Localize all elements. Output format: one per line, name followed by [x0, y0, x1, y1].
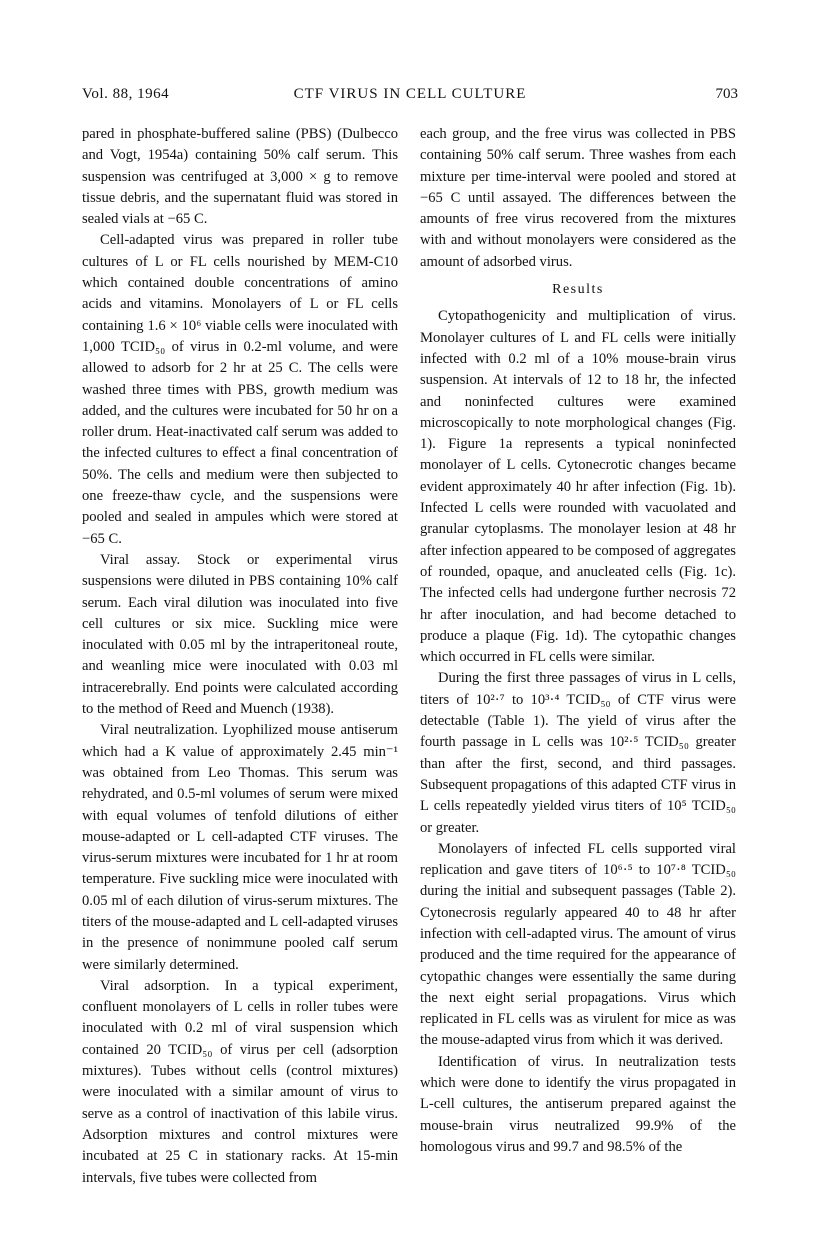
- paragraph: Identification of virus. In neutralization tests which were done to identify the virus propagated in L-cell cultures, the antiserum prepared against the mouse-brain virus neutralized 99.9% of the homologous virus and 99.7 and 98.5% of the: [420, 1053, 736, 1155]
- left-column: [82, 124, 398, 1189]
- paragraph: Viral neutralization. Lyophilized mouse antiserum which had a K value of approximately 2.45 min⁻¹ was obtained from Leo Thomas. This serum was rehydrated, and 0.5-ml volumes of serum were mixed with equal volumes of tenfold dilutions of either mouse-adapted or L cell-adapted CTF viruses. The virus-serum mixtures were incubated for 1 hr at room temperature. Five suckling mice were inoculated with 0.05 ml of each dilution of virus-serum mixtures. The titers of the mouse-adapted and L cell-adapted viruses in the presence of nonimmune pooled calf serum were similarly determined.: [82, 722, 398, 973]
- paragraph: During the first three passages of virus in L cells, titers of 10²·⁷ to 10³·⁴ TCID₅₀ of CTF virus were detectable (Table 1). The yield of virus after the fourth passage in L cells was 10²·⁵ TCID₅₀ greater than after the first, second, and third passages. Subsequent propagations of this adapted CTF virus in L cells repeatedly yielded virus titers of 10⁵ TCID₅₀ or greater.: [420, 670, 736, 836]
- paragraph: Viral assay. Stock or experimental virus suspensions were diluted in PBS containing 10% calf serum. Each viral dilution was inoculated into five cell cultures or six mice. Suckling mice were inoculated with 0.05 ml by the intraperitoneal route, and weanling mice were inoculated with 0.03 ml intracerebrally. End points were calculated according to the method of Reed and Muench (1938).: [82, 551, 398, 718]
- paragraph: Cell-adapted virus was prepared in roller tube cultures of L or FL cells nourished by MEM-C10 which contained double concentrations of amino acids and vitamins. Monolayers of L or FL cells containing 1.6 × 10⁶ viable cells were inoculated with 1,000 TCID₅₀ of virus in 0.2-ml volume, and were allowed to adsorb for 2 hr at 25 C. The cells were washed three times with PBS, growth medium was added, and the cultures were incubated for 50 hr on a roller drum. Heat-inactivated calf serum was added to the infected cultures to effect a final concentration of 50%. The cells and medium were then subjected to one freeze-thaw cycle, and the suspensions were pooled and sealed in ampules which were stored at −65 C.: [82, 232, 398, 547]
- section-heading: Results: [552, 282, 604, 298]
- paragraph: Viral adsorption. In a typical experiment, confluent monolayers of L cells in roller tubes were inoculated with 0.2 ml of viral suspension which contained 20 TCID₅₀ of virus per cell (adsorption mixtures). Tubes without cells (control mixtures) were inoculated with a similar amount of virus to serve as a control of inactivation of this labile virus. Adsorption mixtures and control mixtures were incubated at 25 C in stationary racks. At 15-min intervals, five tubes were collected from: [82, 977, 398, 1186]
- volume-label: Vol. 88, 1964: [82, 86, 170, 102]
- paragraph: Cytopathogenicity and multiplication of virus. Monolayer cultures of L and FL cells were initially infected with 0.2 ml of a 10% mouse-brain virus suspension. At intervals of 12 to 18 hr, the infected and noninfected cultures were examined microscopically to note morphological changes (Fig. 1). Figure 1a represents a typical noninfected monolayer of L cells. Cytonecrotic changes became evident approximately 40 hr after infection (Fig. 1b). Infected L cells were rounded with vacuolated and granular cytoplasms. The monolayer lesion at 48 hr after infection appeared to be composed of aggregates of rounded, opaque, and anucleated cells (Fig. 1c). The infected cells had undergone further necrosis 72 hr after inoculation, and had become detached to produce a plaque (Fig. 1d). The cytopathic changes which occurred in FL cells were similar.: [420, 308, 736, 666]
- page-number: 703: [715, 86, 738, 102]
- running-title: CTF VIRUS IN CELL CULTURE: [293, 86, 527, 102]
- right-column: [420, 124, 736, 1158]
- paragraph: Monolayers of infected FL cells supported viral replication and gave titers of 10⁶·⁵ to 10⁷·⁸ TCID₅₀ during the initial and subsequent passages (Table 2). Cytonecrosis regularly appeared 40 to 48 hr after infection with cell-adapted virus. The amount of virus produced and the time required for the appearance of cytopathic changes were essentially the same during the next eight serial propagations. Virus which replicated in FL cells was as virulent for mice as was the mouse-adapted virus from which it was derived.: [420, 840, 736, 1049]
- paragraph: each group, and the free virus was collected in PBS containing 50% calf serum. Three washes from each mixture per time-interval were pooled and stored at −65 C until assayed. The differences between the amounts of free virus recovered from the mixtures with and without monolayers were considered as the amount of adsorbed virus.: [420, 126, 736, 270]
- running-header: [82, 86, 738, 108]
- paragraph: pared in phosphate-buffered saline (PBS) (Dulbecco and Vogt, 1954a) containing 50% calf serum. This suspension was centrifuged at 3,000 × g to remove tissue debris, and the supernatant fluid was stored in sealed vials at −65 C.: [82, 126, 398, 228]
